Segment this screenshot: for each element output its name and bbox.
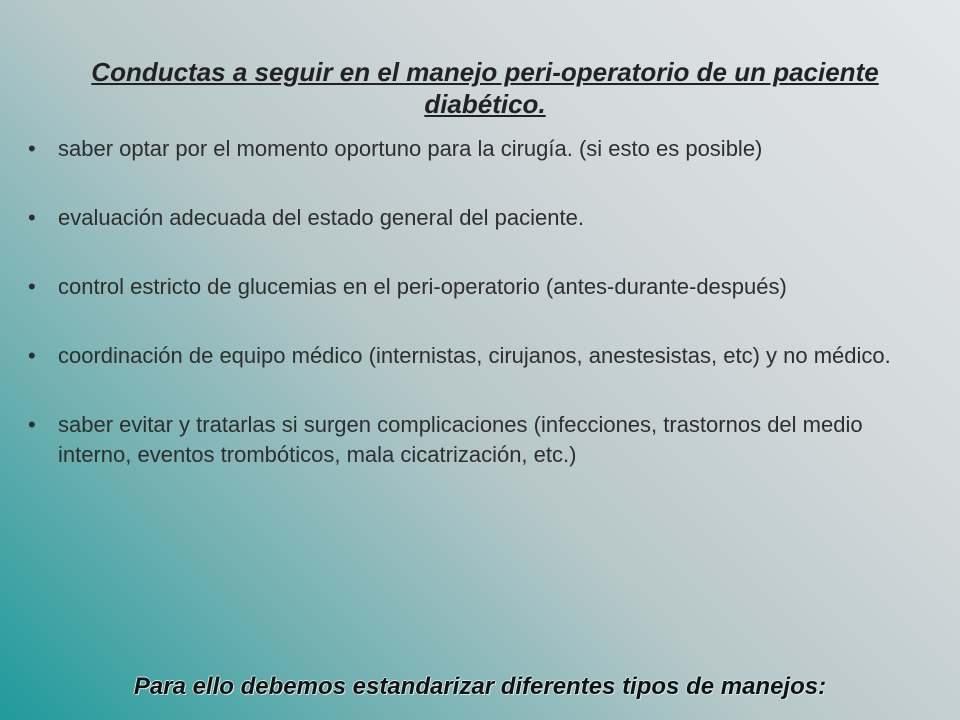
bullet-icon: • (28, 136, 36, 161)
bullet-text: control estricto de glucemias en el peri-operatorio (antes-durante-después) (58, 274, 787, 299)
bullet-text: coordinación de equipo médico (internistas, cirujanos, anestesistas, etc) y no médico. (58, 343, 891, 368)
bullet-text: saber optar por el momento oportuno para la cirugía. (si esto es posible) (58, 136, 763, 161)
bullet-item (28, 410, 928, 470)
bullet-item (28, 203, 928, 233)
slide-title: Conductas a seguir en el manejo peri-operatorio de un paciente diabético. (91, 57, 879, 119)
bullet-icon: • (28, 343, 36, 368)
bullet-item (28, 272, 928, 302)
bullet-icon: • (28, 412, 36, 437)
bullet-item (28, 134, 928, 164)
bullet-text: saber evitar y tratarlas si surgen complicaciones (infecciones, trastornos del medio interno, eventos trombóticos, mala cicatrización, etc.) (58, 412, 863, 467)
bullet-item (28, 341, 928, 371)
bullet-icon: • (28, 205, 36, 230)
bullet-icon: • (28, 274, 36, 299)
bullet-text: evaluación adecuada del estado general del paciente. (58, 205, 584, 230)
footer-statement: Para ello debemos estandarizar diferentes tipos de manejos: (133, 673, 827, 700)
bullet-list (28, 134, 928, 509)
